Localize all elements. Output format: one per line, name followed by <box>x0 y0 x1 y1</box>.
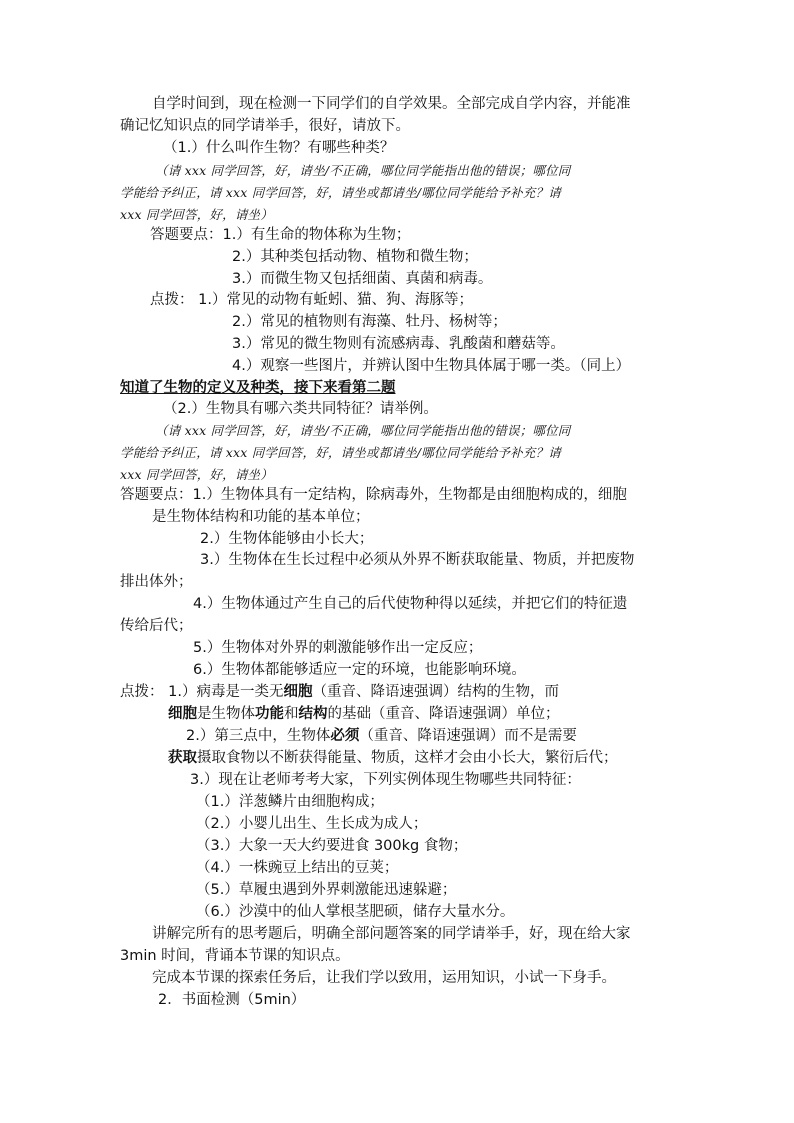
emphasis-cell: 细胞 <box>283 684 313 700</box>
hint-point-1: 点拨： 1.）常见的动物有蚯蚓、猫、狗、海豚等； <box>150 292 473 308</box>
hint2-point-1-cont <box>168 703 560 725</box>
example-1: （1.）洋葱鳞片由细胞构成； <box>196 794 384 810</box>
answer-point-2: 2.）其种类包括动物、植物和微生物； <box>232 249 478 265</box>
answer2-point-4-cont: 传给后代； <box>120 618 193 634</box>
hint2-point-1-text-a: 点拨： 1.）病毒是一类无 <box>120 684 284 700</box>
transition-line: 完成本节课的探索任务后，让我们学以致用，运用知识，小试一下身手。 <box>152 970 616 986</box>
emphasis-function: 功能 <box>255 706 284 722</box>
answer-point-3: 3.）而微生物又包括细菌、真菌和病毒。 <box>232 271 493 287</box>
question-2: （2.）生物具有哪六类共同特征？请举例。 <box>163 401 438 417</box>
example-5: （5.）草履虫遇到外界刺激能迅速躲避； <box>196 882 457 898</box>
emphasis-must: 必须 <box>330 728 360 744</box>
teacher-script2-line3: xxx 同学回答，好，请坐） <box>120 467 273 482</box>
answer2-point-5: 5.）生物体对外界的刺激能够作出一定反应； <box>193 640 483 656</box>
example-6: （6.）沙漠中的仙人掌根茎肥硕，储存大量水分。 <box>196 904 515 920</box>
emphasis-obtain: 获取 <box>168 750 197 766</box>
example-3: （3.）大象一天大约要进食 300kg 食物； <box>196 838 468 854</box>
hint2-point-2-text-c: （重音、降语速强调）而不是需要 <box>359 728 577 744</box>
answer2-point-2: 2.）生物体能够由小长大； <box>200 531 374 547</box>
summary-line2: 3min 时间，背诵本节课的知识点。 <box>120 948 350 964</box>
hint-point-3: 3.）常见的微生物则有流感病毒、乳酸菌和蘑菇等。 <box>232 336 565 352</box>
hint2-point-2-cont-text: 摄取食物以不断获得能量、物质，这样才会由小长大，繁衍后代； <box>197 750 618 766</box>
written-test-heading: 2．书面检测（5min） <box>158 992 306 1008</box>
hint-point-2: 2.）常见的植物则有海藻、牡丹、杨树等； <box>232 314 507 330</box>
hint2-point-1 <box>120 681 559 703</box>
example-4: （4.）一株豌豆上结出的豆荚； <box>196 860 399 876</box>
hint-point-4: 4.）观察一些图片，并辨认图中生物具体属于哪一类。（同上） <box>232 358 631 374</box>
teacher-script-line2: 学能给予纠正，请 xxx 同学回答，好，请坐或都请坐/哪位同学能给予补充？请 <box>120 185 561 200</box>
emphasis-cell-2: 细胞 <box>168 706 197 722</box>
section-heading: 知道了生物的定义及种类，接下来看第二题 <box>120 380 396 396</box>
hint2-text-b: 是生物体 <box>197 706 255 722</box>
teacher-script2-line1: （请 xxx 同学回答，好，请坐/不正确，哪位同学能指出他的错误；哪位同 <box>155 423 571 438</box>
teacher-script-line3: xxx 同学回答，好，请坐） <box>120 207 273 222</box>
hint2-text-d: 和 <box>284 706 299 722</box>
hint2-point-2-cont <box>168 747 618 769</box>
answer2-point-6: 6.）生物体都能够适应一定的环境，也能影响环境。 <box>193 662 526 678</box>
teacher-script-line1: （请 xxx 同学回答，好，请坐/不正确，哪位同学能指出他的错误；哪位同 <box>155 163 571 178</box>
summary-line1: 讲解完所有的思考题后，明确全部问题答案的同学请举手，好，现在给大家 <box>152 926 631 942</box>
example-2: （2.）小婴儿出生、生长成为成人； <box>196 816 428 832</box>
answer-point-1: 答题要点：1.）有生命的物体称为生物； <box>150 227 411 243</box>
answer2-point-3-cont: 排出体外； <box>120 574 193 590</box>
hint2-point-3: 3.）现在让老师考考大家，下列实例体现生物哪些共同特征： <box>190 772 581 788</box>
answer2-point-3: 3.）生物体在生长过程中必须从外界不断获取能量、物质，并把废物 <box>200 552 635 568</box>
hint2-point-2 <box>186 725 577 747</box>
hint2-text-f: 的基础（重音、降语速强调）单位； <box>327 706 560 722</box>
answer2-point-1-cont: 是生物体结构和功能的基本单位； <box>152 509 370 525</box>
emphasis-structure: 结构 <box>298 706 328 722</box>
answer2-point-1: 答题要点：1.）生物体具有一定结构，除病毒外，生物都是由细胞构成的，细胞 <box>120 487 627 503</box>
hint2-point-1-text-c: （重音、降语速强调）结构的生物，而 <box>312 684 559 700</box>
teacher-script2-line2: 学能给予纠正，请 xxx 同学回答，好，请坐或都请坐/哪位同学能给予补充？请 <box>120 445 561 460</box>
paragraph-intro-line2: 确记忆知识点的同学请举手，很好，请放下。 <box>120 118 410 134</box>
hint2-point-2-text-a: 2.）第三点中，生物体 <box>186 728 331 744</box>
question-1: （1.）什么叫作生物？有哪些种类？ <box>163 140 395 156</box>
answer2-point-4: 4.）生物体通过产生自己的后代使物种得以延续，并把它们的特征遗 <box>193 596 628 612</box>
paragraph-intro-line1: 自学时间到，现在检测一下同学们的自学效果。全部完成自学内容，并能准 <box>152 96 631 112</box>
